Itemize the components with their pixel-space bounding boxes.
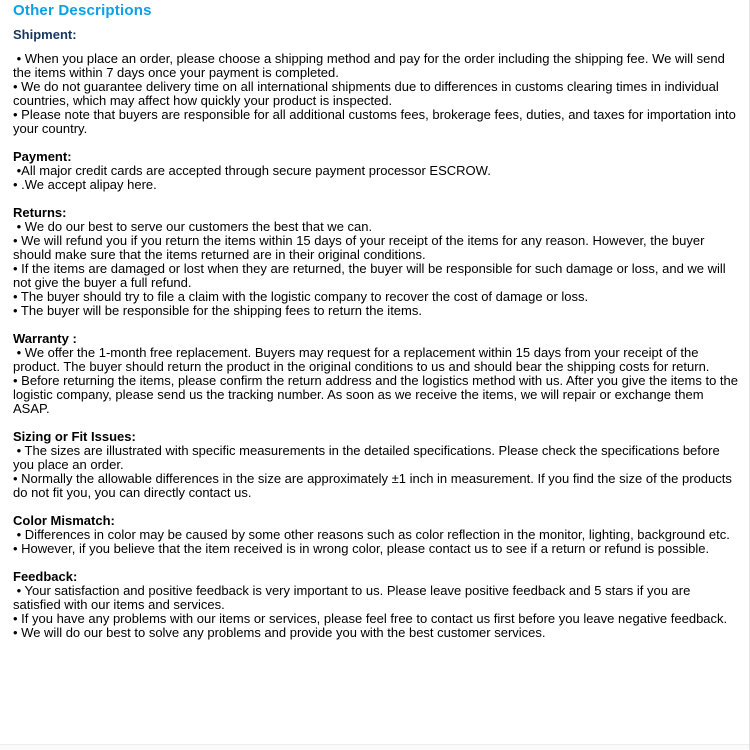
section-heading-warranty: Warranty : [13, 331, 77, 346]
paragraph: • We do our best to serve our customers the best that we can. [13, 219, 373, 234]
paragraph: • We do not guarantee delivery time on all international shipments due to differences in customs clearing times in individual countries, which may affect how quickly your product is inspected. [13, 79, 723, 108]
paragraph: • We will do our best to solve any problems and provide you with the best customer services. [13, 625, 546, 640]
section-heading-color-mismatch: Color Mismatch: [13, 513, 115, 528]
paragraph: • If you have any problems with our items or services, please feel free to contact us first before you leave negative feedback. [13, 611, 728, 626]
section-sizing [13, 430, 741, 500]
paragraph: • We offer the 1-month free replacement. Buyers may request for a replacement within 15 days from your receipt of the product. The buyer should return the product in the original conditions to us and should bear the shipping costs for return. [13, 345, 710, 374]
section-heading-shipment: Shipment: [13, 27, 77, 42]
paragraph: • Before returning the items, please confirm the return address and the logistics method with us. After you give the items to the logistic company, please send us the tracking number. As soon as we receive the items, we will repair or exchange them ASAP. [13, 373, 742, 416]
paragraph: • The buyer should try to file a claim with the logistic company to recover the cost of damage or loss. [13, 289, 589, 304]
paragraph: • If the items are damaged or lost when they are returned, the buyer will be responsible for such damage or loss, and we will not give the buyer a full refund. [13, 261, 730, 290]
section-feedback [13, 570, 741, 640]
paragraph: • Differences in color may be caused by some other reasons such as color reflection in the monitor, lighting, background etc. [13, 527, 730, 542]
paragraph: • Normally the allowable differences in the size are approximately ±1 inch in measurement. If you find the size of the products do not fit you, you can directly contact us. [13, 471, 736, 500]
paragraph: •All major credit cards are accepted through secure payment processor ESCROW. [13, 163, 491, 178]
section-payment [13, 150, 741, 192]
paragraph: • Your satisfaction and positive feedback is very important to us. Please leave positive feedback and 5 stars if you are satisfied with our items and services. [13, 583, 694, 612]
paragraph: • .We accept alipay here. [13, 177, 157, 192]
section-heading-feedback: Feedback: [13, 569, 78, 584]
section-color-mismatch [13, 514, 741, 556]
paragraph: • However, if you believe that the item received is in wrong color, please contact us to see if a return or refund is possible. [13, 541, 710, 556]
section-shipment [13, 28, 741, 136]
section-heading-payment: Payment: [13, 149, 72, 164]
paragraph: • Please note that buyers are responsible for all additional customs fees, brokerage fees, duties, and taxes for importation into your country. [13, 107, 740, 136]
paragraph: • The buyer will be responsible for the shipping fees to return the items. [13, 303, 422, 318]
paragraph: • The sizes are illustrated with specific measurements in the detailed specifications. Please check the specifications before you place an order. [13, 443, 724, 472]
paragraph: • We will refund you if you return the items within 15 days of your receipt of the items for any reason. However, the buyer should make sure that the items returned are in their original conditions. [13, 233, 709, 262]
section-warranty [13, 332, 741, 416]
section-returns [13, 206, 741, 318]
section-heading-returns: Returns: [13, 205, 67, 220]
page-title: Other Descriptions [13, 2, 152, 19]
paragraph: • When you place an order, please choose a shipping method and pay for the order including the shipping fee. We will send the items within 7 days once your payment is completed. [13, 51, 729, 80]
page-bottom-margin [0, 745, 749, 750]
section-heading-sizing: Sizing or Fit Issues: [13, 429, 136, 444]
